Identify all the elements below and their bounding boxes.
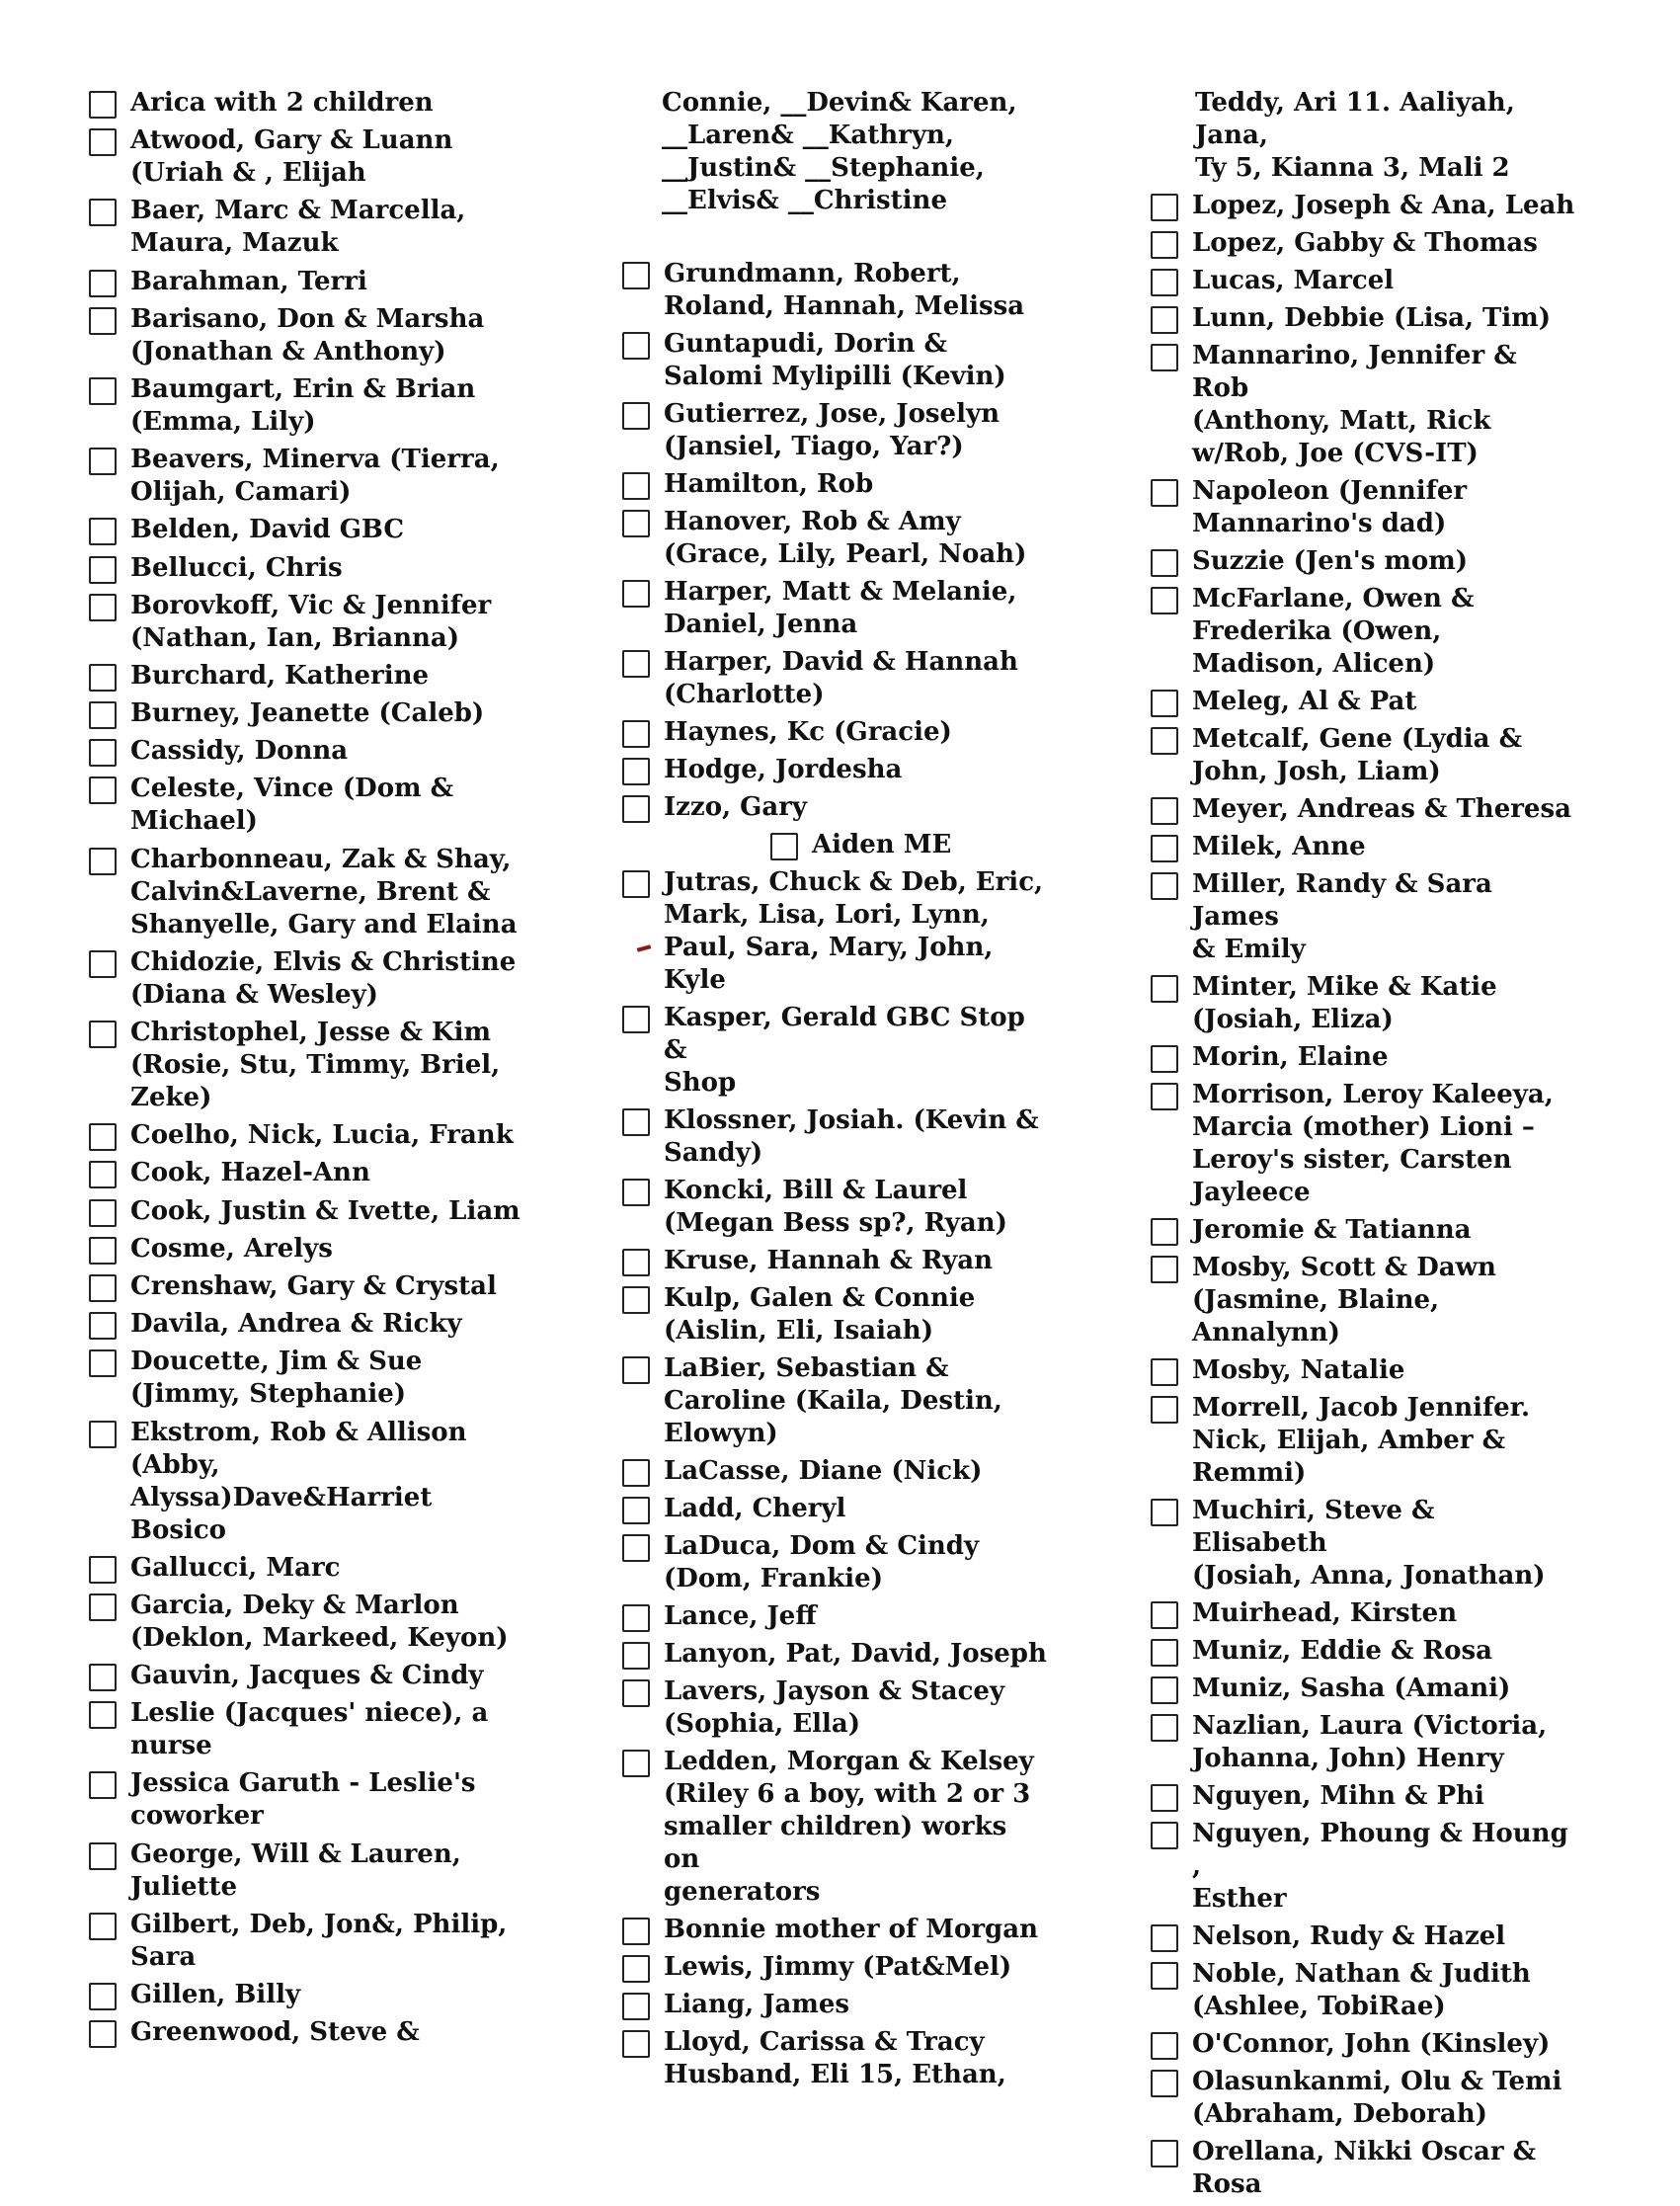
checkbox[interactable] (89, 1123, 117, 1151)
checkbox[interactable] (89, 448, 117, 475)
checklist-item (89, 1838, 523, 1904)
checkbox[interactable] (622, 1006, 650, 1033)
checklist-item-label: Burchard, Katherine (130, 660, 430, 691)
checkbox[interactable] (89, 1349, 117, 1377)
checklist-item-label: Lance, Jeff (664, 1601, 817, 1631)
checkbox[interactable] (1151, 727, 1178, 755)
checklist-item (89, 552, 523, 585)
checklist-item-label: Ekstrom, Rob & Allison (Abby, Alyssa)Dave&Harriet Bosico (130, 1417, 467, 1545)
checkbox[interactable] (1151, 1083, 1178, 1110)
checklist-item (622, 1245, 1047, 1277)
checkbox[interactable] (89, 848, 117, 875)
checklist-item-label: Kulp, Galen & Connie (Aislin, Eli, Isaiah) (664, 1283, 976, 1346)
checklist-item (1151, 793, 1575, 826)
checkbox[interactable] (89, 664, 117, 692)
checkbox[interactable] (1151, 1218, 1178, 1246)
checklist-item (1151, 87, 1575, 185)
checklist-item (1151, 868, 1575, 966)
checklist-item-label: Napoleon (Jennifer Mannarino's dad) (1192, 476, 1468, 538)
checkbox[interactable] (1151, 1639, 1178, 1667)
checklist-item (622, 716, 1047, 749)
checklist-item (1151, 475, 1575, 540)
checklist-item-label: Atwood, Gary & Luann (Uriah & , Elijah (130, 125, 453, 189)
spacer (622, 222, 1047, 258)
checkbox[interactable] (622, 1642, 650, 1670)
checkbox[interactable] (89, 270, 117, 297)
checklist-item-label: Gillen, Billy (130, 1980, 301, 2009)
checklist-item (622, 468, 1047, 501)
checklist-item (89, 1979, 523, 2011)
checklist-item (89, 660, 523, 693)
checklist-item (1151, 1079, 1575, 1209)
checklist-item-label: Gallucci, Marc (130, 1552, 341, 1583)
checklist-item-label: Crenshaw, Gary & Crystal (130, 1270, 497, 1301)
checklist-item-label: Mosby, Scott & Dawn (Jasmine, Blaine, Annalynn) (1192, 1253, 1496, 1348)
checkbox[interactable] (622, 1497, 650, 1524)
checklist-item-label: Lucas, Marcel (1192, 266, 1395, 295)
checklist-item (622, 1352, 1047, 1450)
checklist-item-label: Hodge, Jordesha (664, 755, 903, 784)
checkbox[interactable] (1151, 1924, 1178, 1952)
checklist-item-label: Garcia, Deky & Marlon (Deklon, Markeed, Keyon) (130, 1590, 509, 1653)
checklist-item-label: Teddy, Ari 11. Aaliyah, Jana, Ty 5, Kianna 3, Mali 2 (1195, 88, 1515, 183)
checkbox[interactable] (622, 262, 650, 289)
checkbox[interactable] (89, 199, 117, 226)
checklist-item (622, 2026, 1047, 2091)
checklist-item (1151, 1920, 1575, 1953)
checklist-item-label: Miller, Randy & Sara James & Emily (1192, 869, 1492, 964)
checkbox[interactable] (1151, 690, 1178, 717)
checklist-item (622, 1282, 1047, 1348)
checklist-item-label: Connie, __Devin& Karen, __Laren& __Kathryn, __Justin& __Stephanie, __Elvis& __Christine (662, 88, 1017, 215)
checklist-item (1151, 1635, 1575, 1668)
checkbox[interactable] (1151, 231, 1178, 259)
checklist-item-label: Barisano, Don & Marsha (Jonathan & Anthony) (130, 303, 485, 367)
checkbox[interactable] (89, 1771, 117, 1799)
checklist-item (622, 1638, 1047, 1671)
checkbox[interactable] (89, 594, 117, 621)
checklist-item-label: Lavers, Jayson & Stacey (Sophia, Ella) (664, 1676, 1005, 1739)
checklist-item (622, 754, 1047, 786)
checklist-item (1151, 971, 1575, 1036)
checkbox[interactable] (1151, 1499, 1178, 1526)
checkbox[interactable] (89, 91, 117, 119)
checkbox[interactable] (89, 776, 117, 804)
checklist-item-label: Belden, David GBC (130, 515, 405, 545)
checklist-item (622, 1600, 1047, 1633)
checklist-item-label: Jutras, Chuck & Deb, Eric, Mark, Lisa, Lori, Lynn, Paul, Sara, Mary, John, Kyle (664, 867, 1044, 995)
checkbox[interactable] (770, 833, 798, 860)
checkbox[interactable] (1151, 1256, 1178, 1283)
checklist-item (622, 866, 1047, 997)
checkbox[interactable] (622, 870, 650, 898)
checklist-item-label: Orellana, Nikki Oscar & Rosa (1192, 2137, 1537, 2199)
checklist-item-label: Morin, Elaine (1192, 1042, 1389, 1072)
checkbox[interactable] (1151, 2140, 1178, 2167)
checklist-item-label: Kasper, Gerald GBC Stop & Shop (664, 1003, 1025, 1098)
checkbox[interactable] (89, 1312, 117, 1340)
checklist-item (622, 829, 1047, 861)
checkbox[interactable] (1151, 306, 1178, 334)
checkbox[interactable] (1151, 344, 1178, 371)
checkbox[interactable] (622, 1679, 650, 1707)
checklist-item (89, 514, 523, 546)
checklist-item-label: Coelho, Nick, Lucia, Frank (130, 1120, 514, 1151)
checklist-item (1151, 545, 1575, 578)
checkbox[interactable] (622, 2030, 650, 2058)
checklist-item-label: Jeromie & Tatianna (1192, 1215, 1472, 1245)
checkbox[interactable] (622, 1993, 650, 2020)
checklist-item (89, 1909, 523, 1974)
checklist-item (89, 1270, 523, 1303)
checklist-item (1151, 1710, 1575, 1775)
checklist-item-label: Ledden, Morgan & Kelsey (Riley 6 a boy, with 2 or 3 smaller children) works on generators (664, 1747, 1034, 1907)
checkbox[interactable] (89, 1021, 117, 1048)
checkbox[interactable] (622, 1286, 650, 1314)
checklist-item (1151, 190, 1575, 222)
checkbox[interactable] (622, 1955, 650, 1983)
checklist-item (1151, 1495, 1575, 1593)
checklist-item (622, 506, 1047, 571)
checkbox[interactable] (89, 1913, 117, 1940)
checklist-item-label: Liang, James (664, 1990, 850, 2019)
checklist-item-label: Barahman, Terri (130, 266, 367, 296)
checklist-item-label: Celeste, Vince (Dom & Michael) (130, 774, 454, 837)
checklist-item (622, 1989, 1047, 2021)
checkbox[interactable] (622, 332, 650, 360)
column-3 (1151, 87, 1575, 2206)
checkbox[interactable] (622, 1459, 650, 1487)
checklist-item (622, 791, 1047, 824)
checklist-item-label: Mosby, Natalie (1192, 1355, 1405, 1385)
checkbox[interactable] (622, 1356, 650, 1384)
checkbox[interactable] (622, 1534, 650, 1562)
checklist-item-label: Koncki, Bill & Laurel (Megan Bess sp?, Ryan) (664, 1176, 1007, 1238)
checkbox[interactable] (622, 1604, 650, 1632)
checkbox[interactable] (89, 1556, 117, 1584)
checklist-item (1151, 2028, 1575, 2061)
checklist-item-label: Baumgart, Erin & Brian (Emma, Lily) (130, 373, 476, 437)
checklist-item (89, 1767, 523, 1833)
checklist-item-label: Ladd, Cheryl (664, 1494, 846, 1523)
checklist-item (622, 398, 1047, 463)
checklist-item-label: Charbonneau, Zak & Shay, Calvin&Laverne, Brent & Shanyelle, Gary and Elaina (130, 844, 518, 940)
checklist-item (89, 590, 523, 655)
checkbox[interactable] (622, 1179, 650, 1206)
checklist-item (622, 1002, 1047, 1100)
checklist-item-label: Meyer, Andreas & Theresa (1192, 794, 1571, 824)
checklist-item (89, 1697, 523, 1762)
checklist-item (1151, 227, 1575, 260)
checklist-item-label: Lopez, Gabby & Thomas (1192, 228, 1538, 258)
checklist-item-label: Cook, Justin & Ivette, Liam (130, 1195, 520, 1226)
checklist-item (89, 1233, 523, 1266)
checklist-item-label: Kruse, Hannah & Ryan (664, 1246, 994, 1275)
checklist-item-label: Christophel, Jesse & Kim (Rosie, Stu, Timmy, Briel, Zeke) (130, 1018, 501, 1112)
checkbox[interactable] (1151, 1358, 1178, 1386)
checklist-item-label: Leslie (Jacques' niece), a nurse (130, 1698, 489, 1761)
checklist-item (1151, 1673, 1575, 1705)
checkbox[interactable] (622, 650, 650, 678)
checkbox[interactable] (622, 1249, 650, 1276)
checkbox[interactable] (89, 2020, 117, 2048)
checkbox[interactable] (622, 795, 650, 823)
checklist-item-label: Noble, Nathan & Judith (Ashlee, TobiRae) (1192, 1959, 1531, 2021)
checklist-item-label: Harper, Matt & Melanie, Daniel, Jenna (664, 577, 1017, 639)
checkbox[interactable] (89, 1237, 117, 1265)
checklist-item (89, 697, 523, 730)
checklist-item-label: Davila, Andrea & Ricky (130, 1309, 462, 1340)
checkbox[interactable] (1151, 549, 1178, 577)
checklist-item-label: Lunn, Debbie (Lisa, Tim) (1192, 303, 1552, 333)
checklist-item-label: Guntapudi, Dorin & Salomi Mylipilli (Kevin) (664, 329, 1006, 391)
checklist-item-label: Haynes, Kc (Gracie) (664, 717, 952, 747)
checklist-item (89, 773, 523, 838)
checklist-item (1151, 302, 1575, 335)
checkbox[interactable] (1151, 2032, 1178, 2060)
checklist-item (1151, 686, 1575, 718)
checklist-item (1151, 1041, 1575, 1074)
checklist-item-label: Izzo, Gary (664, 792, 807, 822)
checkbox[interactable] (89, 1664, 117, 1691)
checklist-item-label: Baer, Marc & Marcella, Maura, Mazuk (130, 196, 466, 259)
checklist-item (622, 646, 1047, 711)
checkbox[interactable] (622, 402, 650, 430)
checklist-item (622, 1530, 1047, 1595)
checklist-item-label: Hanover, Rob & Amy (Grace, Lily, Pearl, Noah) (664, 507, 1027, 569)
checklist-item (89, 946, 523, 1012)
checklist-item (1151, 583, 1575, 681)
checkbox[interactable] (1151, 872, 1178, 900)
checklist-item (622, 1746, 1047, 1909)
checklist-item-label: Muirhead, Kirsten (1192, 1598, 1458, 1628)
checklist-item (89, 1552, 523, 1585)
checklist-item-label: Cook, Hazel-Ann (130, 1158, 370, 1188)
checklist-item-label: Cosme, Arelys (130, 1233, 333, 1264)
checkbox[interactable] (89, 377, 117, 405)
checklist-item-label: Metcalf, Gene (Lydia & John, Josh, Liam) (1192, 724, 1523, 786)
column-1 (89, 87, 523, 2054)
checklist-item-label: Muniz, Sasha (Amani) (1192, 1674, 1511, 1703)
checklist-item (1151, 1252, 1575, 1349)
checkbox[interactable] (1151, 1784, 1178, 1812)
checklist-item-label: Nazlian, Laura (Victoria, Johanna, John) Henry (1192, 1711, 1548, 1773)
checklist-item-label: Muniz, Eddie & Rosa (1192, 1636, 1492, 1666)
checkbox[interactable] (89, 1842, 117, 1870)
checklist-item (1151, 1597, 1575, 1630)
checklist-item (89, 303, 523, 368)
checklist-item-label: Muchiri, Steve & Elisabeth (Josiah, Anna, Jonathan) (1192, 1496, 1546, 1591)
checklist-item-label: Doucette, Jim & Sue (Jimmy, Stephanie) (130, 1347, 423, 1410)
checklist-item (89, 1660, 523, 1692)
checklist-item (1151, 1214, 1575, 1247)
checklist-item-label: Hamilton, Rob (664, 469, 874, 499)
checklist-item-label: Beavers, Minerva (Tierra, Olijah, Camari) (130, 445, 500, 508)
checkbox[interactable] (1151, 1962, 1178, 1990)
checklist-item-label: Lewis, Jimmy (Pat&Mel) (664, 1952, 1012, 1982)
column-2 (622, 87, 1047, 2096)
checklist-item (89, 1590, 523, 1655)
checklist-item-label: George, Will & Lauren, Juliette (130, 1838, 461, 1902)
checklist-item-label: Mannarino, Jennifer & Rob (Anthony, Matt, Rick w/Rob, Joe (CVS-IT) (1192, 341, 1517, 468)
checklist-item (89, 1346, 523, 1411)
checkbox[interactable] (1151, 797, 1178, 825)
checklist-item (622, 1493, 1047, 1525)
checkbox[interactable] (89, 556, 117, 584)
checklist-item-label: Grundmann, Robert, Roland, Hannah, Melissa (664, 259, 1025, 321)
checklist-item-label: Aiden ME (812, 830, 952, 859)
checklist-item-label: O'Connor, John (Kinsley) (1192, 2029, 1551, 2059)
checkbox[interactable] (622, 1750, 650, 1777)
checklist-item (622, 87, 1047, 217)
checklist-item (89, 1119, 523, 1152)
checklist-item-label: Meleg, Al & Pat (1192, 687, 1417, 716)
checklist-item (1151, 1354, 1575, 1387)
checklist-item (622, 1914, 1047, 1946)
checkbox[interactable] (1151, 2070, 1178, 2097)
checklist-item-label: LaBier, Sebastian & Caroline (Kaila, Destin, Elowyn) (664, 1353, 1002, 1448)
checklist-item (1151, 1958, 1575, 2023)
checklist-item-label: Arica with 2 children (130, 88, 434, 118)
checklist-item (89, 373, 523, 439)
checklist-item-label: Borovkoff, Vic & Jennifer (Nathan, Ian, Brianna) (130, 590, 492, 653)
checklist-item (1151, 2136, 1575, 2201)
checklist-item (622, 328, 1047, 393)
checklist-item (622, 1675, 1047, 1741)
checkbox[interactable] (622, 720, 650, 748)
checkbox[interactable] (622, 472, 650, 500)
checkbox[interactable] (89, 518, 117, 545)
checklist-item-label: LaDuca, Dom & Cindy (Dom, Frankie) (664, 1531, 980, 1593)
checkbox[interactable] (1151, 479, 1178, 507)
checklist-item-label: Nguyen, Mihn & Phi (1192, 1781, 1484, 1811)
checkbox[interactable] (89, 307, 117, 335)
checklist-item-label: Morrell, Jacob Jennifer. Nick, Elijah, Amber & Remmi) (1192, 1393, 1531, 1488)
checklist-item (89, 1195, 523, 1228)
checklist-item (1151, 1780, 1575, 1813)
checklist-item-label: Lloyd, Carissa & Tracy Husband, Eli 15, Ethan, (664, 2027, 1006, 2089)
checkbox[interactable] (622, 580, 650, 608)
checklist-item (89, 1017, 523, 1114)
checklist-item-label: Morrison, Leroy Kaleeya, Marcia (mother) Lioni – Leroy's sister, Carsten Jayleece (1192, 1080, 1554, 1207)
checklist-item (1151, 723, 1575, 788)
checklist-item (89, 735, 523, 768)
checklist-item-label: Minter, Mike & Katie (Josiah, Eliza) (1192, 972, 1497, 1034)
checklist-item-label: Gutierrez, Jose, Joselyn (Jansiel, Tiago, Yar?) (664, 399, 1000, 461)
checklist-item-label: Lanyon, Pat, David, Joseph (664, 1639, 1047, 1669)
checklist-item-label: Nelson, Rudy & Hazel (1192, 1921, 1506, 1951)
checklist-item-label: Chidozie, Elvis & Christine (Diana & Wesley) (130, 946, 517, 1010)
checkbox[interactable] (1151, 1676, 1178, 1704)
checklist-item (89, 1417, 523, 1547)
checklist-item (89, 87, 523, 120)
checklist-item (89, 266, 523, 298)
checkbox[interactable] (622, 510, 650, 537)
checklist-item-label: Nguyen, Phoung & Houng , Esther (1192, 1819, 1568, 1914)
checklist-item-label: Cassidy, Donna (130, 736, 349, 767)
checkbox[interactable] (1151, 587, 1178, 614)
checkbox[interactable] (89, 1199, 117, 1227)
checklist-item-label: Burney, Jeanette (Caleb) (130, 698, 485, 729)
checklist-item (622, 1104, 1047, 1170)
checkbox[interactable] (1151, 194, 1178, 221)
checklist-item (622, 1175, 1047, 1240)
checkbox[interactable] (1151, 1045, 1178, 1073)
checklist-item-label: Olasunkanmi, Olu & Temi (Abraham, Deborah) (1192, 2067, 1562, 2129)
checkbox[interactable] (1151, 1714, 1178, 1742)
checklist-item (622, 1455, 1047, 1488)
checklist-item (1151, 2066, 1575, 2131)
checklist-item (89, 844, 523, 941)
checklist-item-label: Harper, David & Hannah (Charlotte) (664, 647, 1018, 709)
checklist-item (89, 1157, 523, 1189)
checklist-item-label: Greenwood, Steve & (130, 2017, 420, 2048)
checklist-item-label: Bonnie mother of Morgan (664, 1915, 1038, 1944)
checklist-item (89, 124, 523, 190)
checkbox[interactable] (89, 1983, 117, 2010)
checklist-item-label: LaCasse, Diane (Nick) (664, 1456, 983, 1486)
checkbox[interactable] (622, 1918, 650, 1945)
checklist-item-label: Gilbert, Deb, Jon&, Philip, Sara (130, 1909, 508, 1972)
checklist-item (622, 576, 1047, 641)
checkbox[interactable] (89, 701, 117, 729)
checklist-item (89, 444, 523, 509)
checkbox[interactable] (89, 1274, 117, 1302)
checkbox[interactable] (89, 1593, 117, 1621)
checkbox[interactable] (1151, 1601, 1178, 1629)
checkbox[interactable] (1151, 1822, 1178, 1849)
checklist-item (622, 258, 1047, 323)
checklist-item (89, 1308, 523, 1341)
checkbox[interactable] (89, 1161, 117, 1188)
checklist-item (1151, 265, 1575, 297)
checkbox[interactable] (89, 1421, 117, 1448)
checklist-item (89, 2016, 523, 2049)
checkbox[interactable] (89, 1701, 117, 1729)
checklist-item-label: McFarlane, Owen & Frederika (Owen, Madison, Alicen) (1192, 584, 1475, 679)
checkbox[interactable] (89, 128, 117, 156)
checkbox[interactable] (89, 739, 117, 767)
checkbox[interactable] (1151, 1396, 1178, 1424)
checklist-item (1151, 1392, 1575, 1490)
checklist-item (1151, 340, 1575, 470)
checkbox[interactable] (1151, 835, 1178, 862)
checklist-item (1151, 1818, 1575, 1916)
checkbox[interactable] (1151, 975, 1178, 1003)
checkbox[interactable] (89, 950, 117, 978)
checklist-item-label: Jessica Garuth - Leslie's coworker (130, 1768, 476, 1832)
checkbox[interactable] (622, 758, 650, 785)
checkbox[interactable] (1151, 269, 1178, 296)
checklist-item (622, 1951, 1047, 1984)
checklist-item-label: Klossner, Josiah. (Kevin & Sandy) (664, 1105, 1039, 1168)
checklist-item-label: Gauvin, Jacques & Cindy (130, 1661, 484, 1691)
checklist-item-label: Milek, Anne (1192, 832, 1366, 861)
checklist-item-label: Bellucci, Chris (130, 552, 343, 583)
checklist-item (89, 195, 523, 260)
checklist-item-label: Suzzie (Jen's mom) (1192, 546, 1469, 576)
checklist-item (1151, 831, 1575, 863)
checklist-item-label: Lopez, Joseph & Ana, Leah (1192, 191, 1575, 220)
checkbox[interactable] (622, 1108, 650, 1136)
